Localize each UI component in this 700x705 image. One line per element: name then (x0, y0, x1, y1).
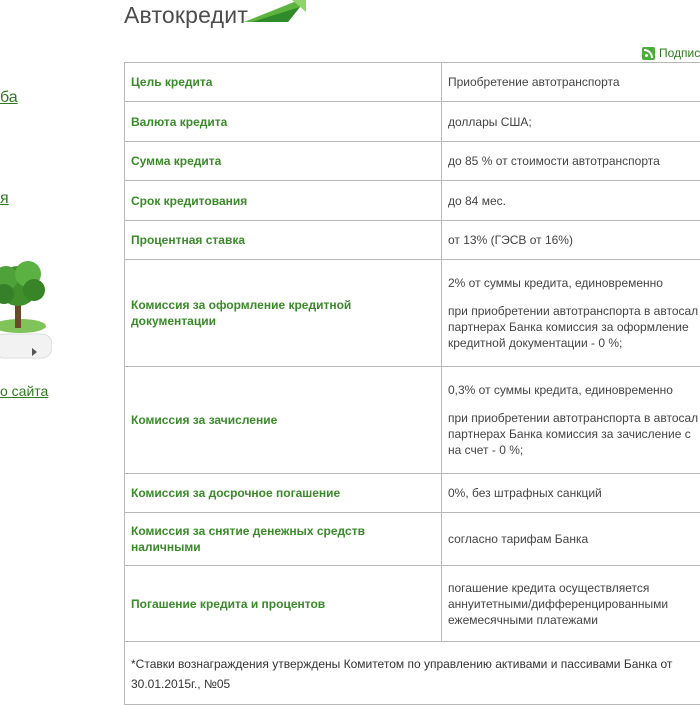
subscribe-link[interactable] (642, 46, 700, 60)
row-value: до 85 % от стоимости автотранспорта (442, 142, 700, 181)
table-row (125, 221, 700, 260)
row-value: от 13% (ГЭСВ от 16%) (442, 221, 700, 260)
banner-next-arrow-icon[interactable] (32, 348, 37, 356)
table-row (125, 63, 700, 102)
table-row (125, 474, 700, 513)
row-value: согласно тарифам Банка (442, 513, 700, 566)
row-label: Сумма кредита (125, 142, 442, 181)
footnote-row (125, 642, 700, 705)
sidebar-link-1[interactable]: ба (0, 89, 18, 107)
table-row (125, 566, 700, 642)
row-label: Комиссия за оформление кредитной документации (125, 260, 442, 367)
tree-banner-image[interactable] (0, 256, 52, 366)
row-value: Приобретение автотранспорта (442, 63, 700, 102)
row-label: Процентная ставка (125, 221, 442, 260)
row-value: до 84 мес. (442, 181, 700, 221)
footnote: *Ставки вознаграждения утверждены Комитетом по управлению активами и пассивами Банка от 30.01.2015г., №05 (125, 642, 700, 705)
row-value: 0%, без штрафных санкций (442, 474, 700, 513)
row-label: Комиссия за досрочное погашение (125, 474, 442, 513)
sidebar-link-2[interactable]: я (0, 190, 9, 208)
row-label: Комиссия за снятие денежных средств наличными (125, 513, 442, 566)
table-row (125, 102, 700, 142)
row-label: Комиссия за зачисление (125, 367, 442, 474)
sidebar-link-site[interactable]: о сайта (0, 383, 48, 399)
table-row (125, 513, 700, 566)
rss-icon (642, 47, 655, 60)
row-label: Срок кредитования (125, 181, 442, 221)
row-label: Погашение кредита и процентов (125, 566, 442, 642)
row-value: 2% от суммы кредита, единовременно при приобретении автотранспорта в автосал партнерах Банка комиссия за оформление кредитной документации - 0 %; (442, 260, 700, 367)
row-label: Цель кредита (125, 63, 442, 102)
row-value: погашение кредита осуществляется аннуитетными/дифференцированными ежемесячными платежами (442, 566, 700, 642)
swoosh-arrow-icon (244, 0, 306, 24)
row-value: 0,3% от суммы кредита, единовременно при приобретении автотранспорта в автосал партнерах Банка комиссия за зачисление с на счет - 0 %; (442, 367, 700, 474)
table-row (125, 181, 700, 221)
page-title: Автокредит (124, 2, 248, 29)
subscribe-label: Подпис (659, 46, 700, 60)
row-label: Валюта кредита (125, 102, 442, 142)
table-row (125, 142, 700, 181)
credit-conditions-table (124, 62, 700, 705)
row-value: доллары США; (442, 102, 700, 142)
table-row (125, 260, 700, 367)
table-row (125, 367, 700, 474)
